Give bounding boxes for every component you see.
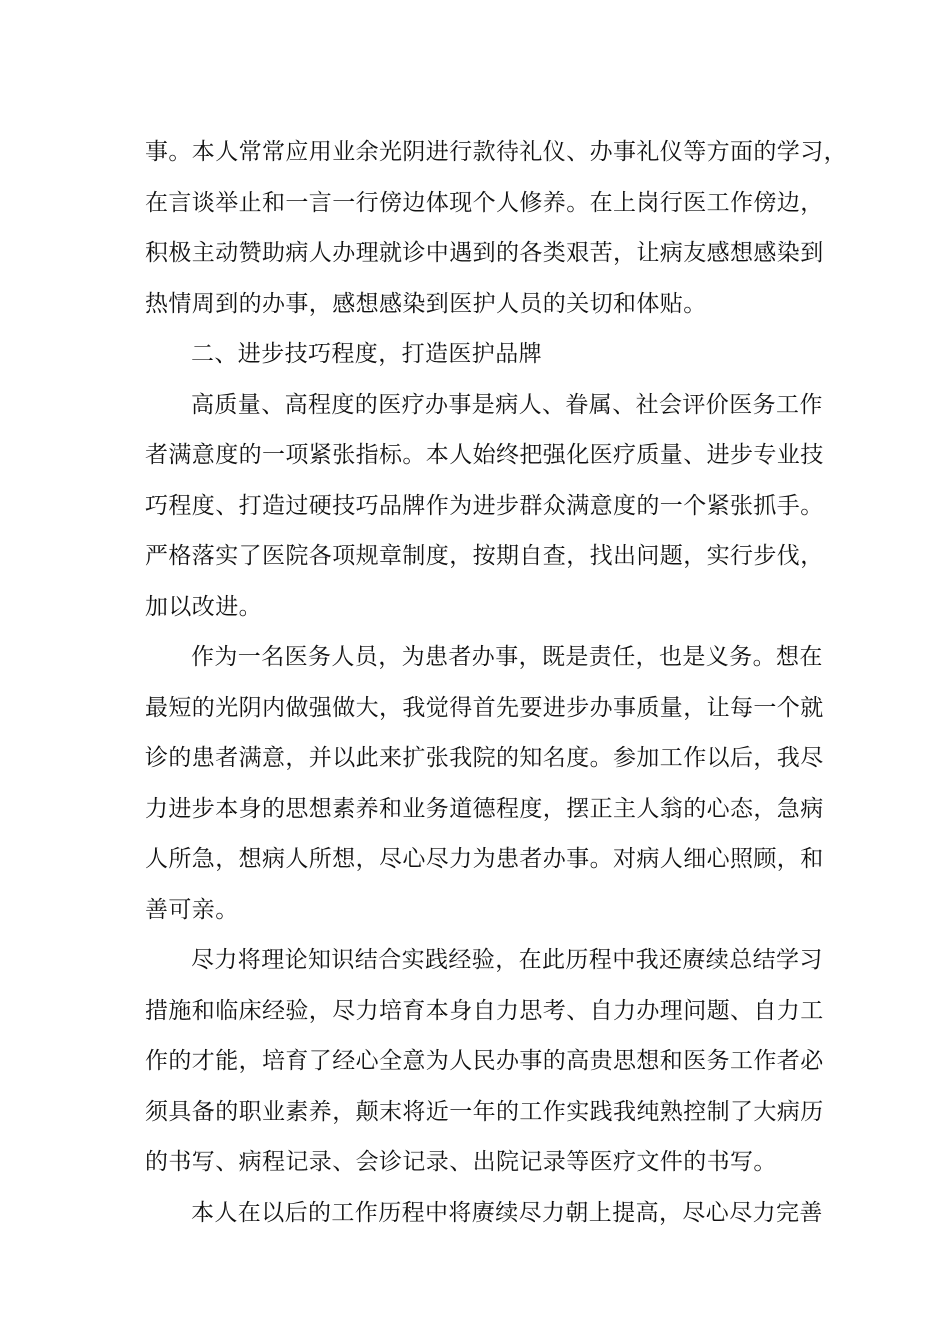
text-line: 热情周到的办事，感想感染到医护人员的关切和体贴。 [145, 290, 707, 317]
text-line: 严格落实了医院各项规章制度，按期自查，找出问题，实行步伐， [145, 543, 824, 569]
text-line: 措施和临床经验，尽力培育本身自力思考、自力办理问题、自力工 [145, 997, 824, 1024]
text-line: 最短的光阴内做强做大，我觉得首先要进步办事质量，让每一个就 [145, 694, 824, 721]
text-line: 须具备的职业素养，颠末将近一年的工作实践我纯熟控制了大病历 [145, 1098, 824, 1125]
text-line: 巧程度、打造过硬技巧品牌作为进步群众满意度的一个紧张抓手。 [145, 492, 824, 519]
text-line: 者满意度的一项紧张指标。本人始终把强化医疗质量、进步专业技 [145, 442, 824, 468]
text-line: 诊的患者满意，并以此来扩张我院的知名度。参加工作以后，我尽 [145, 745, 824, 771]
text-line: 积极主动赞助病人办理就诊中遇到的各类艰苦，让病友感想感染到 [145, 240, 824, 266]
text-line: 尽力将理论知识结合实践经验，在此历程中我还赓续总结学习 [191, 947, 823, 973]
text-line: 高质量、高程度的医疗办事是病人、眷属、社会评价医务工作 [191, 391, 823, 418]
text-line: 本人在以后的工作历程中将赓续尽力朝上提高，尽心尽力完善 [191, 1199, 823, 1226]
section-heading: 二、进步技巧程度，打造医护品牌 [191, 341, 542, 367]
text-line: 事。本人常常应用业余光阴进行款待礼仪、办事礼仪等方面的学习， [145, 139, 847, 165]
text-line: 加以改进。 [145, 593, 262, 620]
text-line: 力进步本身的思想素养和业务道德程度，摆正主人翁的心态，急病 [145, 795, 824, 822]
text-line: 的书写、病程记录、会诊记录、出院记录等医疗文件的书写。 [145, 1149, 777, 1175]
text-line: 在言谈举止和一言一行傍边体现个人修养。在上岗行医工作傍边， [145, 189, 824, 216]
text-line: 人所急，想病人所想，尽心尽力为患者办事。对病人细心照顾，和 [145, 846, 824, 872]
text-line: 作为一名医务人员，为患者办事，既是责任，也是义务。想在 [191, 644, 823, 670]
document-body [145, 127, 847, 1238]
text-line: 善可亲。 [145, 896, 239, 923]
text-line: 作的才能，培育了经心全意为人民办事的高贵思想和医务工作者必 [145, 1048, 824, 1074]
